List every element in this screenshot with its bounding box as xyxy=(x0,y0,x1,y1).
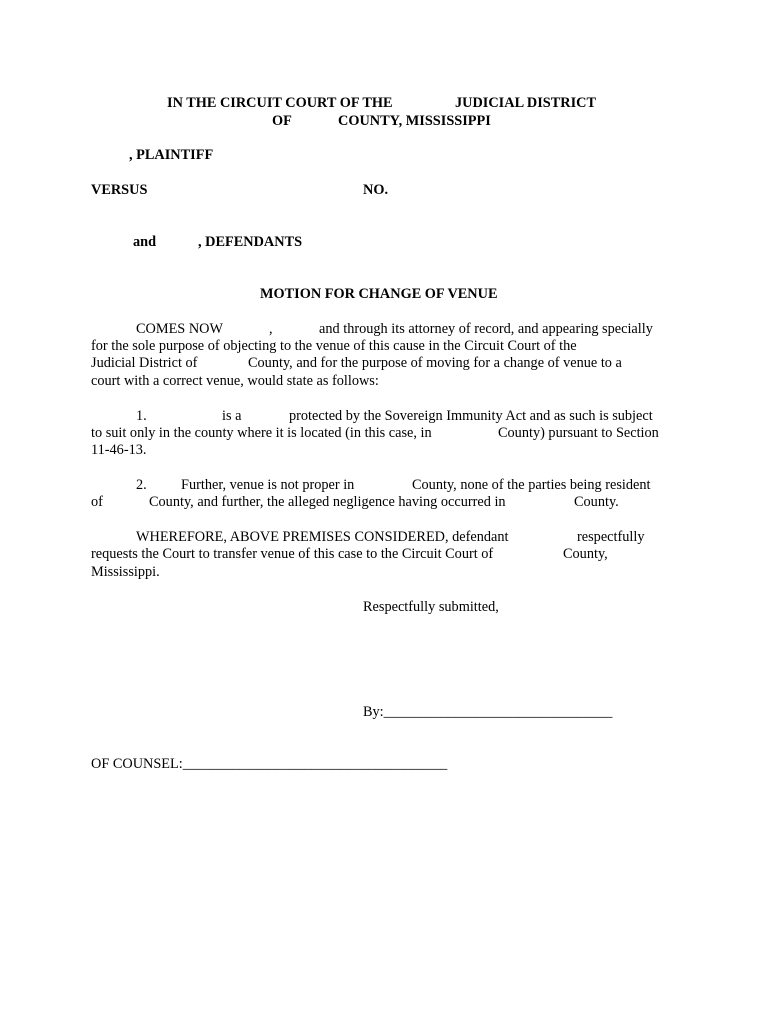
intro-l4: court with a correct venue, would state as follows: xyxy=(91,373,379,389)
caption-court-line2b: COUNTY, MISSISSIPPI xyxy=(338,113,491,129)
and-label: and xyxy=(133,234,157,250)
para2-l2a: of xyxy=(91,494,103,510)
para2-l2b: County, and further, the alleged negligence having occurred in xyxy=(149,494,506,510)
of-counsel-line: OF COUNSEL:_____________________________________ xyxy=(91,756,448,772)
wherefore-l2a: requests the Court to transfer venue of this case to the Circuit Court of xyxy=(91,546,494,562)
respectfully-submitted: Respectfully submitted, xyxy=(363,599,499,615)
intro-l1c: and through its attorney of record, and appearing specially xyxy=(319,321,653,337)
para1-b: protected by the Sovereign Immunity Act and as such is subject xyxy=(289,408,653,424)
intro-l3b: County, and for the purpose of moving for a change of venue to a xyxy=(248,355,622,371)
para2-a: Further, venue is not proper in xyxy=(181,477,355,493)
caption-court-line1b: JUDICIAL DISTRICT xyxy=(455,95,597,111)
motion-title: MOTION FOR CHANGE OF VENUE xyxy=(260,286,498,302)
defendants-label: , DEFENDANTS xyxy=(198,234,303,250)
para1-number: 1. xyxy=(136,408,147,424)
caption-court-line1a: IN THE CIRCUIT COURT OF THE xyxy=(167,95,393,111)
wherefore-l3: Mississippi. xyxy=(91,564,160,580)
intro-l3a: Judicial District of xyxy=(91,355,198,371)
caption-court-line2a: OF xyxy=(272,113,292,129)
plaintiff-label: , PLAINTIFF xyxy=(129,147,214,163)
intro-l2: for the sole purpose of objecting to the venue of this cause in the Circuit Court of the xyxy=(91,338,577,354)
para1-l3: 11-46-13. xyxy=(91,442,147,458)
wherefore-a: WHEREFORE, ABOVE PREMISES CONSIDERED, defendant xyxy=(136,529,509,545)
wherefore-l2b: County, xyxy=(563,546,608,562)
para1-l2b: County) pursuant to Section xyxy=(498,425,659,441)
signature-by-line: By:________________________________ xyxy=(363,704,613,720)
para2-number: 2. xyxy=(136,477,147,493)
wherefore-b: respectfully xyxy=(577,529,645,545)
case-number-label: NO. xyxy=(363,182,389,198)
versus-label: VERSUS xyxy=(91,182,148,198)
para1-a: is a xyxy=(222,408,242,424)
intro-l1a: COMES NOW xyxy=(136,321,223,337)
para2-l2c: County. xyxy=(574,494,619,510)
para1-l2a: to suit only in the county where it is located (in this case, in xyxy=(91,425,432,441)
intro-l1b: , xyxy=(269,321,273,337)
para2-b: County, none of the parties being resident xyxy=(412,477,651,493)
